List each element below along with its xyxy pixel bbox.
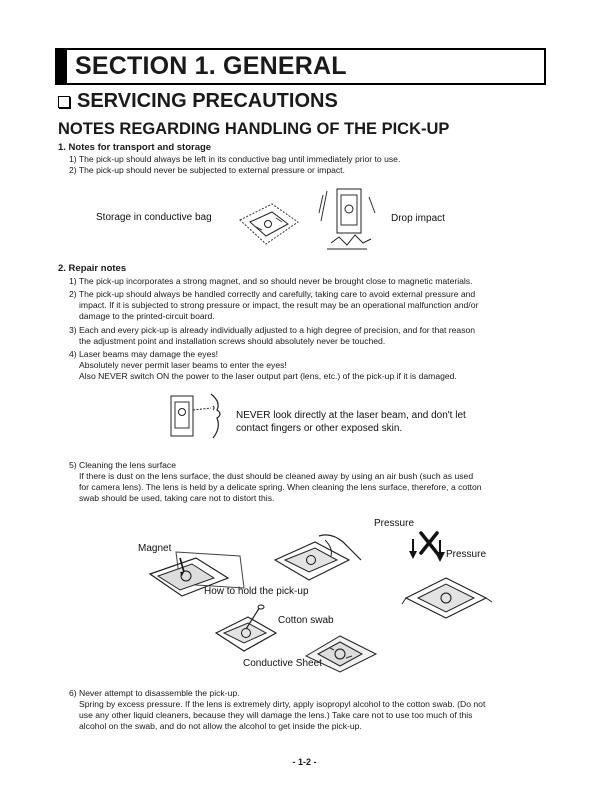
- pressure-arrow-icon: [434, 540, 446, 564]
- repair-item-3-line-2: the adjustment point and installation screws should absolutely never be touched.: [79, 336, 386, 346]
- laser-warning-line-2: contact fingers or other exposed skin.: [236, 423, 403, 434]
- drop-impact-illustration: [317, 183, 377, 255]
- laser-warning-line-1: NEVER look directly at the laser beam, and don't let: [236, 410, 466, 421]
- repair-item-5-line-2: for camera lens). The lens is held by a delicate spring. When cleaning the lens surface, therefore, a cotton: [79, 482, 482, 492]
- servicing-heading: [58, 90, 338, 113]
- transport-heading: 1. Notes for transport and storage: [58, 142, 212, 153]
- page-number: - 1-2 -: [292, 757, 317, 767]
- subsection-title: SERVICING PRECAUTIONS: [77, 90, 338, 112]
- laser-eye-illustration: [167, 388, 227, 450]
- repair-item-6-line-1: 6) Never attempt to disassemble the pick-up.: [69, 688, 240, 698]
- pressure-top-label: Pressure: [374, 518, 415, 529]
- hold-label: How to hold the pick-up: [204, 586, 309, 597]
- section-title: SECTION 1. GENERAL: [75, 52, 347, 80]
- repair-item-4-line-3: Also NEVER switch ON the power to the laser output part (lens, etc.) of the pick-up if it is damaged.: [79, 371, 457, 381]
- cotton-swab-label: Cotton swab: [278, 615, 334, 626]
- conductive-sheet-label: Conductive Sheet: [243, 658, 322, 669]
- repair-item-1: 1) The pick-up incorporates a strong magnet, and so should never be brought close to magnetic materials.: [69, 276, 473, 286]
- conductive-bag-illustration: [232, 200, 302, 250]
- repair-item-4-line-1: 4) Laser beams may damage the eyes!: [69, 349, 219, 359]
- repair-item-2-line-2: impact. If it is subjected to strong pressure or impact, the result may be an operational malfunction and/or: [79, 300, 479, 310]
- repair-item-3-line-1: 3) Each and every pick-up is already individually adjusted to a high degree of precision, and for that reason: [69, 325, 476, 335]
- magnet-label: Magnet: [138, 543, 172, 554]
- repair-item-2-line-1: 2) The pick-up should always be handled correctly and carefully, taking care to avoid external pressure and: [69, 289, 476, 299]
- repair-item-4-line-2: Absolutely never permit laser beams to enter the eyes!: [79, 360, 287, 370]
- section-banner: [55, 48, 546, 85]
- repair-item-2-line-3: damage to the printed-circuit board.: [79, 311, 215, 321]
- hold-pickup-hand-illustration: [265, 530, 365, 586]
- transport-item-1: 1) The pick-up should always be left in its conductive bag until immediately prior to use.: [69, 154, 401, 164]
- repair-item-6-line-3: use any other liquid cleaners, because they will damage the lens.) Take care not to use too much of this: [79, 710, 473, 720]
- repair-item-6-line-4: alcohol on the swab, and do not allow the alcohol to get inside the pick-up.: [79, 721, 362, 731]
- pressure-right-label: Pressure: [446, 549, 487, 560]
- transport-item-2: 2) The pick-up should never be subjected to external pressure or impact.: [69, 165, 345, 175]
- cotton-swab-illustration: [212, 605, 282, 657]
- pressure-pickup-illustration: [400, 568, 492, 626]
- repair-item-6-line-2: Spring by excess pressure. If the lens is extremely dirty, apply isopropyl alcohol to the cotton swab. (Do not: [79, 699, 486, 709]
- drop-label: Drop impact: [391, 213, 445, 224]
- storage-label: Storage in conductive bag: [96, 212, 212, 223]
- notes-title: NOTES REGARDING HANDLING OF THE PICK-UP: [58, 120, 450, 138]
- repair-item-5-line-1: If there is dust on the lens surface, the dust should be cleaned away by using an air bush (such as used: [79, 471, 474, 481]
- checkbox-icon: [58, 96, 70, 108]
- repair-item-5-line-3: swab should be used, taking care not to distort this.: [79, 493, 275, 503]
- repair-heading: 2. Repair notes: [58, 263, 127, 274]
- repair-item-5-heading: 5) Cleaning the lens surface: [69, 460, 177, 470]
